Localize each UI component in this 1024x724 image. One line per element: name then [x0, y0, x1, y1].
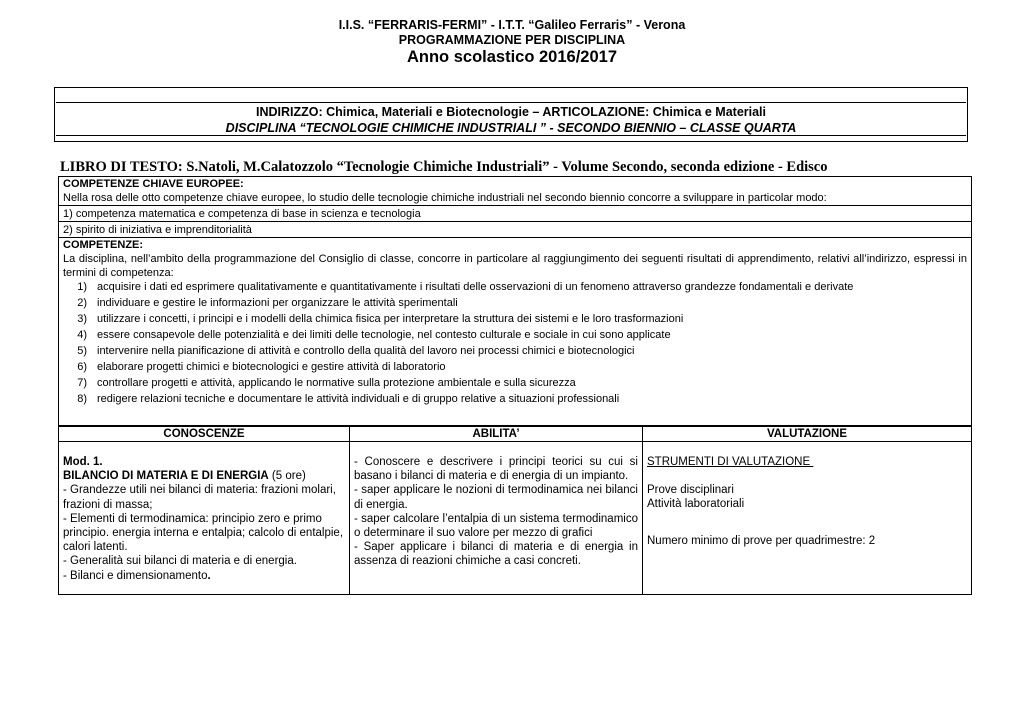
competence-item	[63, 343, 853, 359]
discipline-line: DISCIPLINA “TECNOLOGIE CHIMICHE INDUSTRIALI ” - SECONDO BIENNIO – CLASSE QUARTA	[225, 121, 797, 135]
competence-text: acquisire i dati ed esprimere qualitativamente e quantitativamente i risultati delle osservazioni di un fenomeno attraverso grandezze fondamentali e derivate	[97, 281, 854, 293]
abilita-item: - saper applicare le nozioni di termodinamica nei bilanci di energia.	[354, 484, 638, 511]
textbook-line: LIBRO DI TESTO: S.Natoli, M.Calatozzolo “Tecnologie Chimiche Industriali” - Volume Secondo, seconda edizione - Edisco	[60, 159, 828, 175]
competence-item	[63, 359, 853, 375]
conoscenze-item: - Grandezze utili nei bilanci di materia: frazioni molari, frazioni di massa;	[63, 484, 336, 511]
header-abilita: ABILITA’	[350, 427, 642, 442]
valutazione-cell	[647, 455, 967, 548]
address-line: INDIRIZZO: Chimica, Materiali e Biotecnologie – ARTICOLAZIONE: Chimica e Materiali	[255, 105, 767, 119]
conoscenze-last: - Bilanci e dimensionamento	[63, 569, 208, 582]
key-competence-1: 1) competenza matematica e competenza di base in scienza e tecnologia	[59, 206, 971, 222]
conoscenze-cell	[63, 455, 345, 583]
school-name: I.I.S. “FERRARIS-FERMI” - I.T.T. “Galileo Ferraris” - Verona	[338, 18, 686, 32]
competence-item	[63, 279, 853, 295]
competence-item	[63, 311, 853, 327]
abilita-item: - saper calcolare l’entalpia di un sistema termodinamico o determinare il suo valore per mezzo di grafici	[354, 512, 638, 540]
module-title: BILANCIO DI MATERIA E DI ENERGIA	[63, 470, 269, 483]
competences-section	[59, 238, 971, 280]
competence-text: elaborare progetti chimici e biotecnologici e gestire attività di laboratorio	[97, 361, 446, 373]
valutazione-item-1: Prove disciplinari	[647, 484, 734, 497]
key-competences-intro: Nella rosa delle otto competenze chiave europee, lo studio delle tecnologie chimiche industriali nel secondo biennio concorre a sviluppare in particolar modo:	[63, 192, 827, 204]
competence-text: essere consapevole delle potenzialità e dei limiti delle tecnologie, nel contesto culturale e sociale in cui sono applicate	[97, 329, 671, 341]
competence-item	[63, 327, 853, 343]
conoscenze-item: - Generalità sui bilanci di materia e di energia.	[63, 555, 297, 568]
conoscenze-item: - Elementi di termodinamica: principio zero e primo principio. energia interna e entalpia; calcolo di entalpie, calori latenti.	[63, 512, 344, 554]
module-table	[58, 426, 972, 595]
competence-item	[63, 295, 853, 311]
competence-number: 3)	[77, 313, 87, 325]
abilita-list	[354, 455, 638, 569]
valutazione-item-2: Attività laboratoriali	[647, 498, 745, 511]
header-valutazione: VALUTAZIONE	[643, 427, 971, 442]
competence-number: 4)	[77, 329, 87, 341]
competence-number: 7)	[77, 377, 87, 389]
competence-number: 2)	[77, 297, 87, 309]
competence-text: utilizzare i concetti, i principi e i modelli della chimica fisica per interpretare la struttura dei sistemi e le loro trasformazioni	[97, 313, 684, 325]
competence-number: 6)	[77, 361, 87, 373]
document-type: PROGRAMMAZIONE PER DISCIPLINA	[398, 33, 626, 47]
header-conoscenze: CONOSCENZE	[59, 427, 349, 442]
competences-title: COMPETENZE:	[63, 239, 144, 251]
competences-table	[58, 176, 972, 426]
module-number: Mod. 1.	[63, 456, 103, 468]
valutazione-title: STRUMENTI DI VALUTAZIONE	[647, 456, 814, 468]
valutazione-min-tests: Numero minimo di prove per quadrimestre: 2	[647, 534, 876, 547]
competences-list	[63, 279, 853, 407]
conoscenze-last-dot: .	[207, 569, 211, 582]
school-year: Anno scolastico 2016/2017	[406, 48, 618, 66]
discipline-box	[56, 102, 966, 136]
abilita-item: - Saper applicare i bilanci di materia e di energia in assenza di reazioni chimiche a casi concreti.	[354, 541, 638, 568]
competence-number: 1)	[77, 281, 87, 293]
column-abilita	[350, 427, 643, 594]
competence-text: individuare e gestire le informazioni per organizzare le attività sperimentali	[97, 297, 458, 309]
competence-number: 5)	[77, 345, 87, 357]
column-valutazione	[643, 427, 971, 594]
key-competences-section	[59, 177, 971, 206]
competences-intro: La disciplina, nell’ambito della programmazione del Consiglio di classe, concorre in particolare al raggiungimento dei seguenti risultati di apprendimento, relativi all’indirizzo, espressi in termini di competenza:	[63, 253, 967, 279]
competence-text: controllare progetti e attività, applicando le normative sulla protezione ambientale e sulla sicurezza	[97, 377, 576, 389]
module-hours: (5 ore)	[268, 470, 306, 483]
abilita-item: - Conoscere e descrivere i principi teorici su cui si basano i bilanci di materia e di energia di un impianto.	[354, 456, 638, 483]
key-competences-title: COMPETENZE CHIAVE EUROPEE:	[63, 178, 244, 190]
competence-item	[63, 391, 853, 407]
conoscenze-list	[63, 483, 345, 568]
competence-item	[63, 375, 853, 391]
competence-number: 8)	[77, 393, 87, 405]
key-competence-2: 2) spirito di iniziativa e imprenditorialità	[59, 222, 971, 238]
competence-text: intervenire nella pianificazione di attività e controllo della qualità del lavoro nei processi chimici e biotecnologici	[97, 345, 635, 357]
competence-text: redigere relazioni tecniche e documentare le attività individuali e di gruppo relative a situazioni professionali	[97, 393, 620, 405]
column-conoscenze	[59, 427, 350, 594]
